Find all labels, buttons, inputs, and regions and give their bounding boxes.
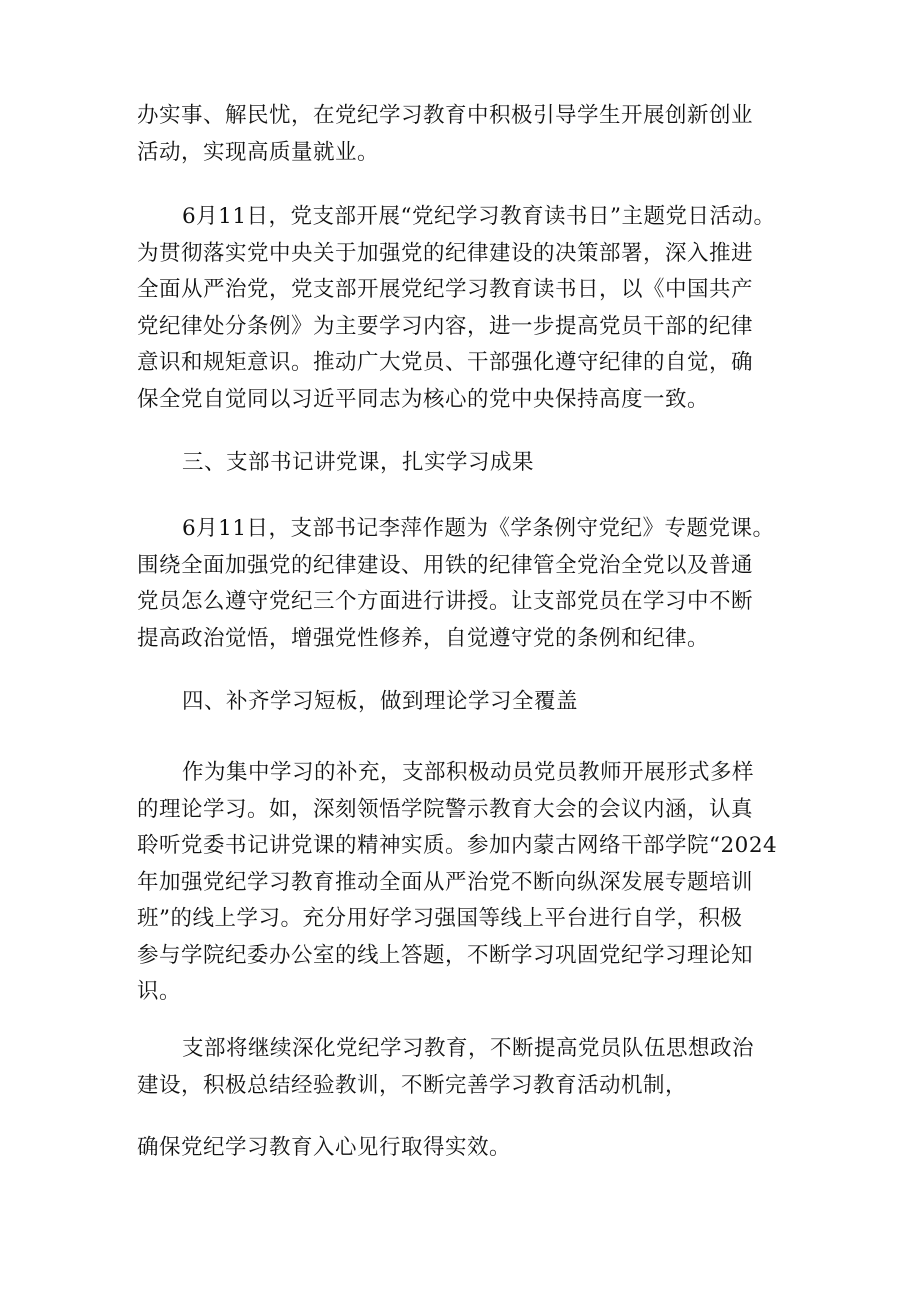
text-line: 建设，积极总结经验教训，不断完善学习教育活动机制， xyxy=(137,1072,688,1098)
text-line: 确保党纪学习教育入心见行取得实效。 xyxy=(137,1135,512,1160)
text-line: 办实事、解民忧，在党纪学习教育中积极引导学生开展创新创业 xyxy=(137,103,754,128)
text-line: 活动，实现高质量就业。 xyxy=(137,139,380,165)
paragraph-intro-continuation xyxy=(137,98,793,171)
text-line: 聆听党委书记讲党课的精神实质。参加内蒙古网络干部学院“2024 xyxy=(137,833,778,858)
text-line: 支部将继续深化党纪学习教育，不断提高党员队伍思想政治 xyxy=(182,1036,755,1061)
text-line: 的理论学习。如，深刻领悟学院警示教育大会的会议内涵，认真 xyxy=(137,796,754,822)
text-line: 作为集中学习的补充，支部积极动员党员教师开展形式多样 xyxy=(182,760,755,785)
text-line: 全面从严治党，党支部开展党纪学习教育读书日，以《中国共产 xyxy=(137,277,754,302)
text-line: 为贯彻落实党中央关于加强党的纪律建设的决策部署，深入推进 xyxy=(137,240,754,266)
text-line: 党纪律处分条例》为主要学习内容，进一步提高党员干部的纪律 xyxy=(137,313,754,339)
paragraph-final-line xyxy=(137,1130,793,1167)
text-line: 6月11日，支部书记李萍作题为《学条例守党纪》专题党课。 xyxy=(182,516,775,541)
text-line: 班”的线上学习。充分用好学习强国等线上平台进行自学，积极 xyxy=(137,906,743,931)
paragraph-supplementary-learning xyxy=(137,755,793,1011)
paragraph-reading-day xyxy=(137,199,793,418)
text-line: 识。 xyxy=(137,979,182,1004)
text-line: 党员怎么遵守党纪三个方面进行讲授。让支部党员在学习中不断 xyxy=(137,589,754,614)
heading-text: 三、支部书记讲党课，扎实学习成果 xyxy=(182,450,535,475)
text-line: 提高政治觉悟，增强党性修养，自觉遵守党的条例和纪律。 xyxy=(137,625,710,651)
section-heading-3 xyxy=(182,445,534,482)
paragraph-party-lecture xyxy=(137,511,793,657)
paragraph-conclusion xyxy=(137,1031,793,1104)
text-line: 保全党自觉同以习近平同志为核心的党中央保持高度一致。 xyxy=(137,386,710,412)
heading-text: 四、补齐学习短板，做到理论学习全覆盖 xyxy=(182,689,579,714)
text-line: 围绕全面加强党的纪律建设、用铁的纪律管全党治全党以及普通 xyxy=(137,552,754,578)
text-line: 6月11日，党支部开展“党纪学习教育读书日”主题党日活动。 xyxy=(182,204,776,229)
section-heading-4 xyxy=(182,684,578,721)
text-line: 年加强党纪学习教育推动全面从严治党不断向纵深发展专题培训 xyxy=(137,869,754,895)
text-line: 意识和规矩意识。推动广大党员、干部强化遵守纪律的自觉，确 xyxy=(137,350,754,375)
text-line: 参与学院纪委办公室的线上答题，不断学习巩固党纪学习理论知 xyxy=(137,942,754,968)
